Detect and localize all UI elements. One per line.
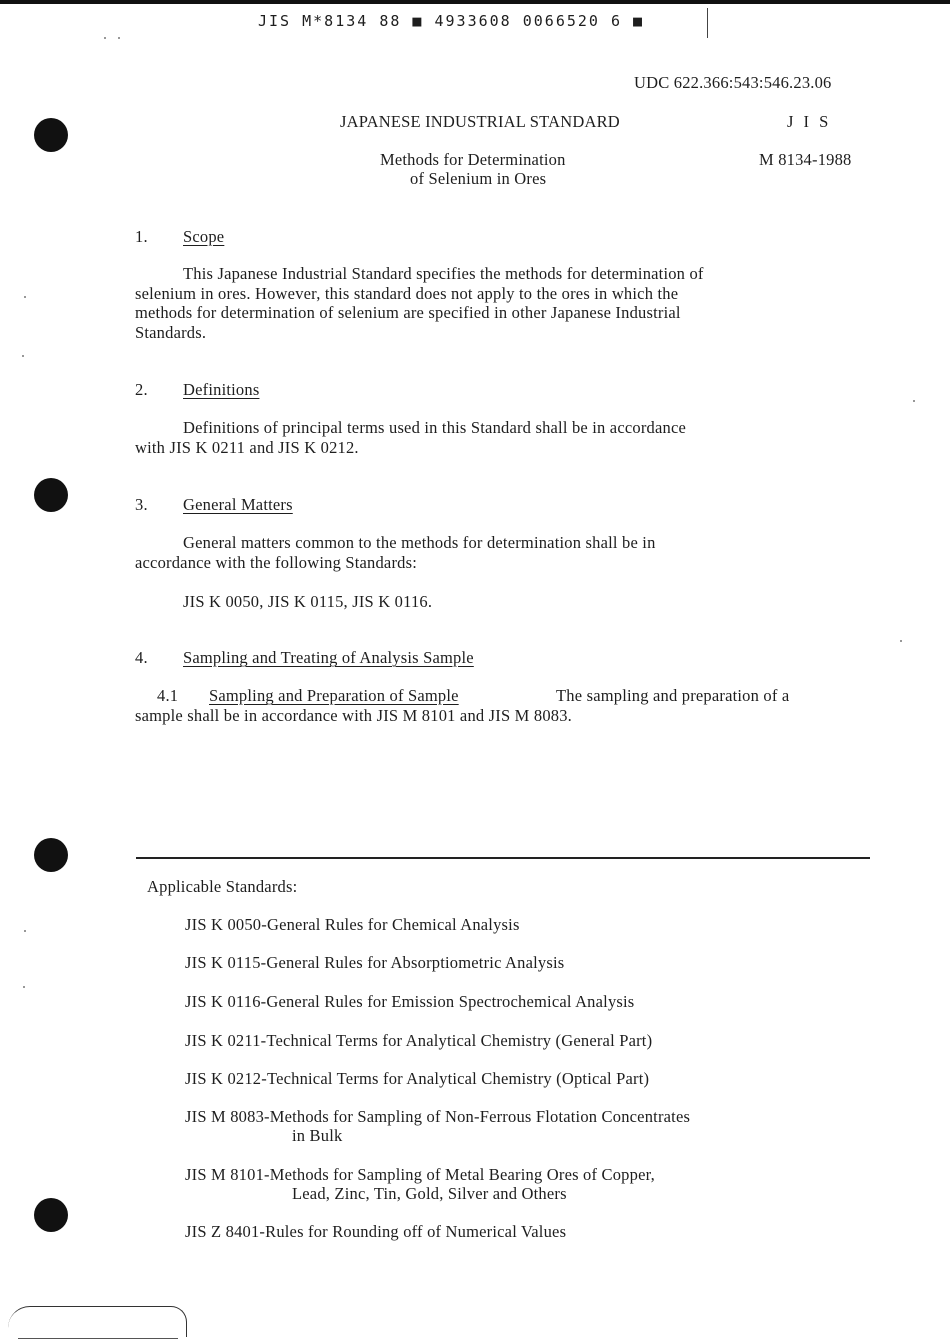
standard-name: JAPANESE INDUSTRIAL STANDARD bbox=[340, 112, 620, 131]
applicable-item-continuation: in Bulk bbox=[292, 1126, 343, 1145]
scope-paragraph bbox=[135, 264, 704, 342]
scan-speck bbox=[913, 400, 915, 402]
scan-speck bbox=[900, 640, 902, 642]
section-heading-scope: Scope bbox=[183, 227, 225, 246]
section-number: 3. bbox=[135, 495, 148, 514]
header-rule bbox=[707, 8, 708, 38]
standard-number: M 8134-1988 bbox=[759, 150, 852, 169]
page-corner-fold bbox=[8, 1306, 187, 1337]
applicable-item: JIS K 0115-General Rules for Absorptiometric Analysis bbox=[185, 953, 565, 972]
applicable-item: JIS M 8083-Methods for Sampling of Non-Ferrous Flotation Concentrates bbox=[185, 1107, 691, 1126]
applicable-item: JIS K 0116-General Rules for Emission Spectrochemical Analysis bbox=[185, 992, 635, 1011]
section-heading-general-matters: General Matters bbox=[183, 495, 293, 514]
punch-hole-4 bbox=[34, 1198, 68, 1232]
jis-mark: J I S bbox=[787, 112, 832, 131]
applicable-item: JIS K 0050-General Rules for Chemical Analysis bbox=[185, 915, 520, 934]
doc-title-line-1: Methods for Determination bbox=[380, 150, 566, 169]
section-number: 2. bbox=[135, 380, 148, 399]
section-heading-definitions: Definitions bbox=[183, 380, 260, 399]
paragraph-line: selenium in ores. However, this standard does not apply to the ores in which the bbox=[135, 283, 679, 303]
applicable-item: JIS K 0212-Technical Terms for Analytical Chemistry (Optical Part) bbox=[185, 1069, 650, 1088]
general-matters-paragraph bbox=[135, 533, 656, 572]
page-corner-edge bbox=[18, 1338, 178, 1339]
subsection-number: 4.1 bbox=[157, 686, 179, 705]
section-number: 1. bbox=[135, 227, 148, 246]
punch-hole-1 bbox=[34, 118, 68, 152]
paragraph-line: methods for determination of selenium are specified in other Japanese Industrial bbox=[135, 303, 681, 322]
section-heading-sampling: Sampling and Treating of Analysis Sample bbox=[183, 648, 474, 667]
definitions-paragraph bbox=[135, 418, 686, 457]
scan-speck bbox=[24, 296, 26, 298]
paragraph-line: with JIS K 0211 and JIS K 0212. bbox=[135, 437, 359, 457]
applicable-item-continuation: Lead, Zinc, Tin, Gold, Silver and Others bbox=[292, 1184, 567, 1203]
paragraph-line: General matters common to the methods for determination shall be in bbox=[183, 533, 656, 552]
header-code-line: JIS M*8134 88 ■ 4933608 0066520 6 ■ bbox=[258, 12, 645, 30]
scan-speck bbox=[22, 355, 24, 357]
subsection-text-line-1: The sampling and preparation of a bbox=[556, 686, 790, 705]
scan-speck bbox=[24, 930, 26, 932]
applicable-standards-title: Applicable Standards: bbox=[147, 877, 298, 896]
punch-hole-2 bbox=[34, 478, 68, 512]
applicable-item: JIS K 0211-Technical Terms for Analytical Chemistry (General Part) bbox=[185, 1031, 653, 1050]
subsection-text-line-2: sample shall be in accordance with JIS M 8101 and JIS M 8083. bbox=[135, 706, 573, 725]
punch-hole-3 bbox=[34, 838, 68, 872]
applicable-item: JIS M 8101-Methods for Sampling of Metal Bearing Ores of Copper, bbox=[185, 1165, 655, 1184]
paragraph-line: Definitions of principal terms used in this Standard shall be in accordance bbox=[183, 418, 686, 437]
paragraph-line: This Japanese Industrial Standard specifies the methods for determination of bbox=[183, 264, 704, 283]
scan-speck bbox=[23, 986, 25, 988]
footnote-divider bbox=[136, 857, 870, 859]
scan-top-edge bbox=[0, 0, 950, 4]
paragraph-line: Standards. bbox=[135, 322, 207, 342]
general-standards-list: JIS K 0050, JIS K 0115, JIS K 0116. bbox=[183, 592, 433, 611]
udc-code: UDC 622.366:543:546.23.06 bbox=[634, 73, 832, 92]
scan-speck bbox=[118, 37, 120, 39]
paragraph-line: accordance with the following Standards: bbox=[135, 552, 417, 572]
doc-title-line-2: of Selenium in Ores bbox=[410, 169, 547, 188]
section-number: 4. bbox=[135, 648, 148, 667]
subsection-heading: Sampling and Preparation of Sample bbox=[209, 686, 459, 705]
applicable-item: JIS Z 8401-Rules for Rounding off of Numerical Values bbox=[185, 1222, 567, 1241]
scan-speck bbox=[104, 37, 106, 39]
